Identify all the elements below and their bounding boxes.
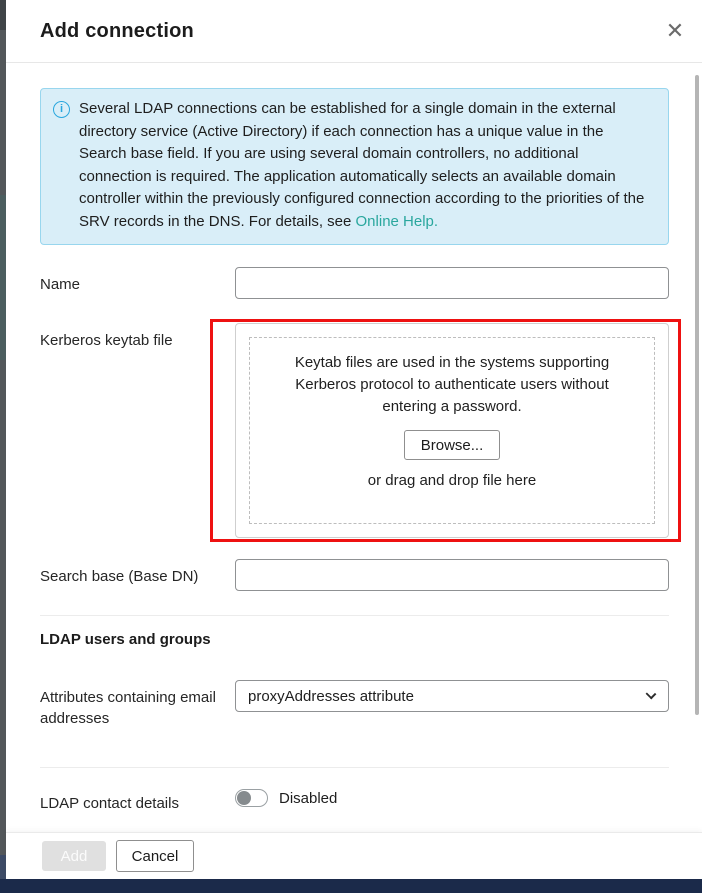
browse-button[interactable]: Browse... — [404, 430, 501, 460]
search-base-field-row — [40, 559, 669, 591]
info-banner-text — [79, 98, 652, 233]
partial-hidden-field-row — [40, 814, 669, 818]
toggle-knob-icon — [237, 791, 251, 805]
dialog-header — [6, 0, 702, 63]
add-connection-dialog — [6, 0, 702, 879]
info-banner — [40, 88, 669, 245]
keytab-dropzone-wrapper — [235, 323, 669, 538]
contact-details-label: LDAP contact details — [40, 795, 179, 812]
online-help-link[interactable]: Online Help. — [355, 212, 439, 230]
contact-details-control — [235, 786, 669, 807]
info-icon: i — [53, 101, 70, 118]
search-base-label: Search base (Base DN) — [40, 568, 199, 585]
dialog-footer — [6, 832, 702, 879]
cancel-button[interactable]: Cancel — [116, 840, 194, 872]
info-banner-body: Several LDAP connections can be established for a single domain in the external directory service (Active Directory) if each connection has a unique value in the Search base field. If you are using several domain controllers, no additional connection is required. The application automatically selects an available domain controller within the previously configured connection according to the priorities of the SRV records in the DNS. For details, see — [79, 100, 645, 230]
section-divider — [40, 615, 669, 616]
ldap-users-groups-section-title: LDAP users and groups — [40, 631, 211, 648]
contact-details-field-row — [40, 786, 669, 814]
section-divider — [40, 767, 669, 768]
chevron-down-icon — [646, 689, 657, 700]
email-attributes-label: Attributes containing email addresses — [40, 689, 216, 727]
search-base-input[interactable] — [235, 559, 669, 591]
drag-drop-hint: or drag and drop file here — [367, 472, 537, 489]
dropzone-dashed-border — [249, 337, 655, 524]
keytab-label: Kerberos keytab file — [40, 332, 173, 349]
scrollbar-thumb[interactable] — [695, 75, 699, 715]
close-icon: ✕ — [665, 18, 685, 43]
contact-details-toggle[interactable] — [235, 789, 268, 807]
name-label: Name — [40, 276, 81, 293]
toggle-state-label: Disabled — [279, 789, 338, 807]
dialog-body — [6, 63, 689, 818]
dialog-title: Add connection — [40, 19, 194, 42]
email-attributes-select[interactable] — [235, 680, 669, 712]
keytab-description: Keytab files are used in the systems supporting Kerberos protocol to authenticate users without entering a password. — [294, 354, 610, 415]
name-field-row — [40, 267, 669, 299]
name-input[interactable] — [235, 267, 669, 299]
keytab-field-row — [40, 323, 669, 538]
close-button[interactable] — [660, 16, 690, 46]
email-attributes-field-row — [40, 680, 669, 729]
selected-option: proxyAddresses attribute — [248, 687, 414, 705]
keytab-dropzone[interactable] — [235, 323, 669, 538]
add-button[interactable]: Add — [42, 841, 106, 871]
background-taskbar — [0, 879, 702, 893]
